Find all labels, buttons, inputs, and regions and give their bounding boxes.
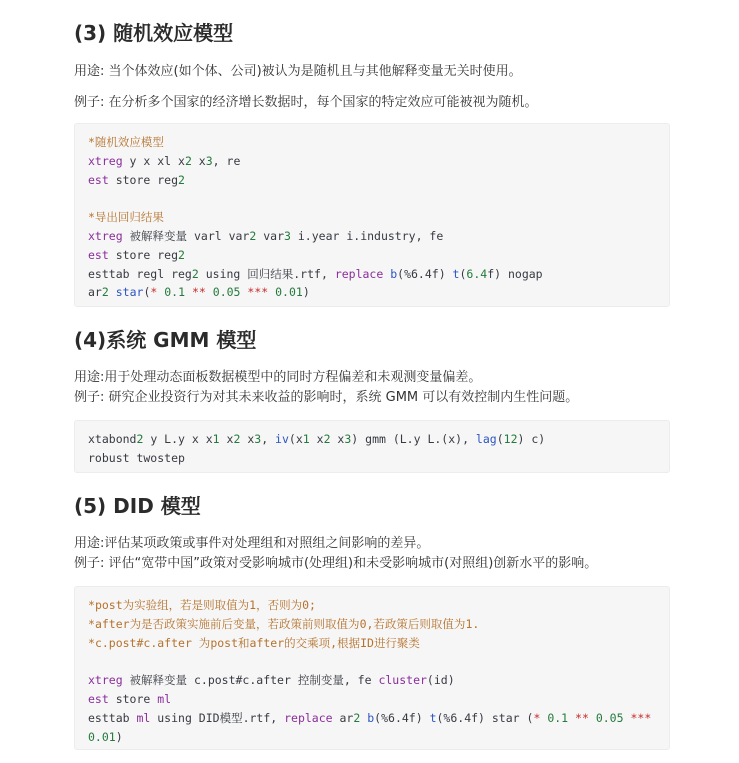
code-line: esttab regl reg2 using 回归结果.rtf, replace b(%6.4f) t(6.4f) nogap [88,266,543,281]
section-heading-did: (5) DID 模型 [74,494,201,518]
code-line: xtreg 被解释变量 c.post#c.after 控制变量, fe cluster(id) [88,673,455,688]
section-usage-text: 用途: 当个体效应(如个体、公司)被认为是随机且与其他解释变量无关时使用。 [74,64,522,79]
code-line: *随机效应模型 [88,135,164,149]
code-line-blank [88,189,656,208]
code-line: *post为实验组，若是则取值为1，否则为0; [88,598,316,612]
section-heading-random-effects: (3) 随机效应模型 [74,21,234,45]
code-line: *after为是否政策实施前后变量，若政策前则取值为0,若政策后则取值为1. [88,616,480,631]
code-block-random-effects[interactable] [74,123,670,307]
section-example-text: 例子: 评估“宽带中国”政策对受影响城市(处理组)和未受影响城市(对照组)创新水平的影响。 [74,556,598,571]
section-heading-gmm: (4)系统 GMM 模型 [74,328,257,352]
section-usage-text: 用途:评估某项政策或事件对处理组和对照组之间影响的差异。 [74,536,430,551]
section-usage-text: 用途:用于处理动态面板数据模型中的同时方程偏差和未观测变量偏差。 [74,370,482,385]
code-line: robust twostep [88,450,185,465]
code-line: esttab ml using DID模型.rtf, replace ar2 b(%6.4f) t(%6.4f) star (* 0.1 ** 0.05 *** [88,710,652,725]
section-example-text: 例子: 在分析多个国家的经济增长数据时，每个国家的特定效应可能被视为随机。 [74,95,538,110]
code-line: xtreg 被解释变量 varl var2 var3 i.year i.industry, fe [88,228,444,243]
code-line: 0.01) [88,729,123,744]
section-example-text: 例子: 研究企业投资行为对其未来收益的影响时，系统 GMM 可以有效控制内生性问题。 [74,390,579,405]
code-line: *导出回归结果 [88,210,164,225]
code-line: xtabond2 y L.y x x1 x2 x3, iv(x1 x2 x3) gmm (L.y L.(x), lag(12) c) [88,432,546,446]
code-line: est store reg2 [88,172,185,187]
code-block-gmm[interactable] [74,420,670,473]
code-line-blank [88,652,656,671]
code-block-did[interactable] [74,586,670,750]
code-line: *c.post#c.after 为post和after的交乘项,根据ID进行聚类 [88,635,420,650]
code-line: est store reg2 [88,247,185,262]
code-line: est store ml [88,691,172,706]
code-line: ar2 star(* 0.1 ** 0.05 *** 0.01) [88,285,310,300]
code-line: xtreg y x xl x2 x3, re [88,153,241,168]
